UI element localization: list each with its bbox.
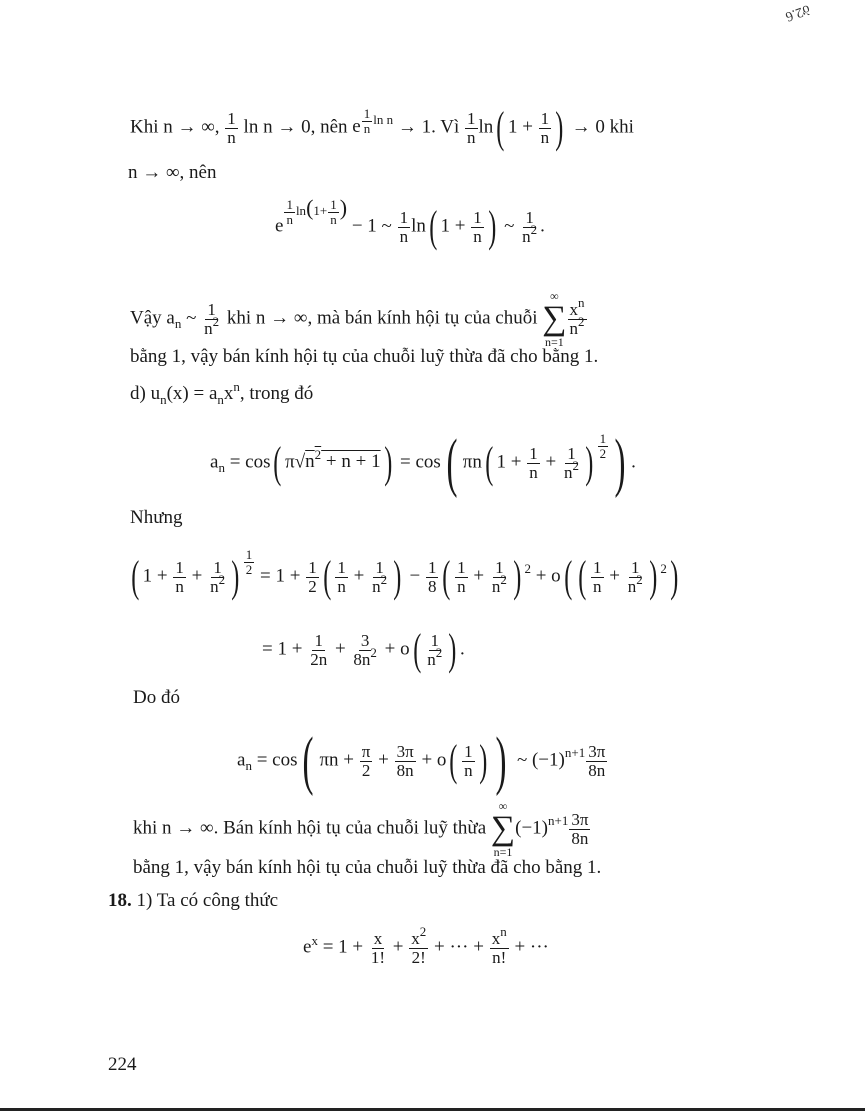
- formula-e-power: e $^{\frac{1}{n} ln n}$: [352, 106, 394, 138]
- formula-exp-series: $e^x = 1$ + $\frac{x}{1!}$ + $\frac{x^2}{2!}$ + ··· + $\frac{x^n}{n!}$ + ···: [303, 924, 549, 967]
- formula-an-final: $a_n = \cos$( πn + $\frac{\pi}{2}$ + $\frac{3\pi}{8n}$ + o( $\frac{1}{n}$ ) ) ~ $(-1)^{n+1}$ $\frac{3\pi}{8n}$: [237, 724, 606, 797]
- text-line-13: bằng 1, vậy bán kính hội tụ của chuỗi luỹ thừa đã cho bằng 1.: [133, 857, 602, 878]
- item-number: 18.: [108, 890, 132, 911]
- page-number: 224: [108, 1054, 137, 1075]
- item-text: 1) Ta có công thức: [136, 890, 279, 911]
- text-vay: Vậy: [130, 307, 162, 329]
- formula-asymptotic-1: e $^{\frac{1}{n} ln(1+ \frac{1}{n} )}$ − 1 ~ $\frac{1}{n}$ ln( 1 + $\frac{1}{n}$ ) ~ $\frac{1}{n^2}$ .: [275, 195, 545, 251]
- text-line-5: bằng 1, vậy bán kính hội tụ của chuỗi luỹ thừa đã cho bằng 1.: [130, 346, 599, 367]
- text-line-14: [108, 891, 278, 910]
- text-khi-2: → 0 khi: [571, 116, 634, 138]
- formula-expansion: ( 1 + $\frac{1}{n}$ + $\frac{1}{n^2}$ ) $^{\frac{1}{2}}$ = 1 + $\frac{1}{2}$ ( $\frac{1}{n}$ + $\frac{1}{n^2}$ ) − $\frac{1}{8}$ ( $\frac{1}{n}$ + $\frac{1}{n^2}$ ) $^2$ + o( ( $\frac{1}{n}$ + $\frac{1}{n^2}$ ) $^2$): [131, 547, 679, 601]
- text-nhung: Nhưng: [130, 507, 183, 528]
- text-d: d): [130, 383, 146, 404]
- formula-an-cos: $a_n = \cos$( $\pi√n^2 + n + 1) = \cos$( πn( 1 + $\frac{1}{n}$ + $\frac{1}{n^2}$ ) $^{\frac{1}{2}}$ ) .: [210, 426, 636, 499]
- text-ban-kinh: khi n → ∞, mà bán kính hội tụ của chuỗi: [226, 307, 538, 329]
- sum-symbol: ∞ ∑ n=1: [542, 289, 567, 349]
- text-line-2: n → ∞, nên: [128, 162, 217, 183]
- formula-1-over-n-b: $\frac{1}{n}$: [467, 108, 476, 147]
- text-khi: Khi n → ∞,: [130, 116, 220, 138]
- text-vi: → 1. Vì: [397, 116, 460, 138]
- corner-mark: ờ2.6: [783, 1, 812, 24]
- bottom-rule: [0, 1108, 865, 1111]
- sum-symbol-2: ∞ ∑ n=1: [490, 799, 516, 859]
- text-ln-n: ln n → 0, nên: [243, 116, 348, 138]
- text-line-12: khi n → ∞. Bán kính hội tụ của chuỗi luỹ thừa ∞ ∑ n=1 $(-1)^{n+1}$ $\frac{3\pi}{8n}$: [133, 799, 589, 859]
- text-khi-n: khi n → ∞. Bán kính hội tụ của chuỗi luỹ thừa: [133, 817, 487, 839]
- text-line-1: Khi n → ∞, $\frac{1}{n}$ ln n → 0, nên e $^{\frac{1}{n} ln n}$ → 1. Vì $\frac{1}{n}$ ln( 1 + $\frac{1}{n}$ ) → 0 khi: [130, 103, 634, 152]
- text-line-6: d) $u_n(x) = a_nx^n$, trong đó: [130, 379, 314, 407]
- text-do-do: Do đó: [133, 687, 180, 708]
- text-trong-do: , trong đó: [239, 383, 314, 404]
- formula-1-over-n: $\frac{1}{n}$: [227, 108, 236, 147]
- text-line-4: Vậy $a_n$ ~ $\frac{1}{n^2}$ khi n → ∞, mà bán kính hội tụ của chuỗi ∞ ∑ n=1 $\frac{x^n}{n^2}$: [130, 289, 585, 349]
- formula-expansion-2: = 1 + $\frac{1}{2n}$ + $\frac{3}{8n^2}$ + o( $\frac{1}{n^2}$ ) .: [262, 625, 465, 674]
